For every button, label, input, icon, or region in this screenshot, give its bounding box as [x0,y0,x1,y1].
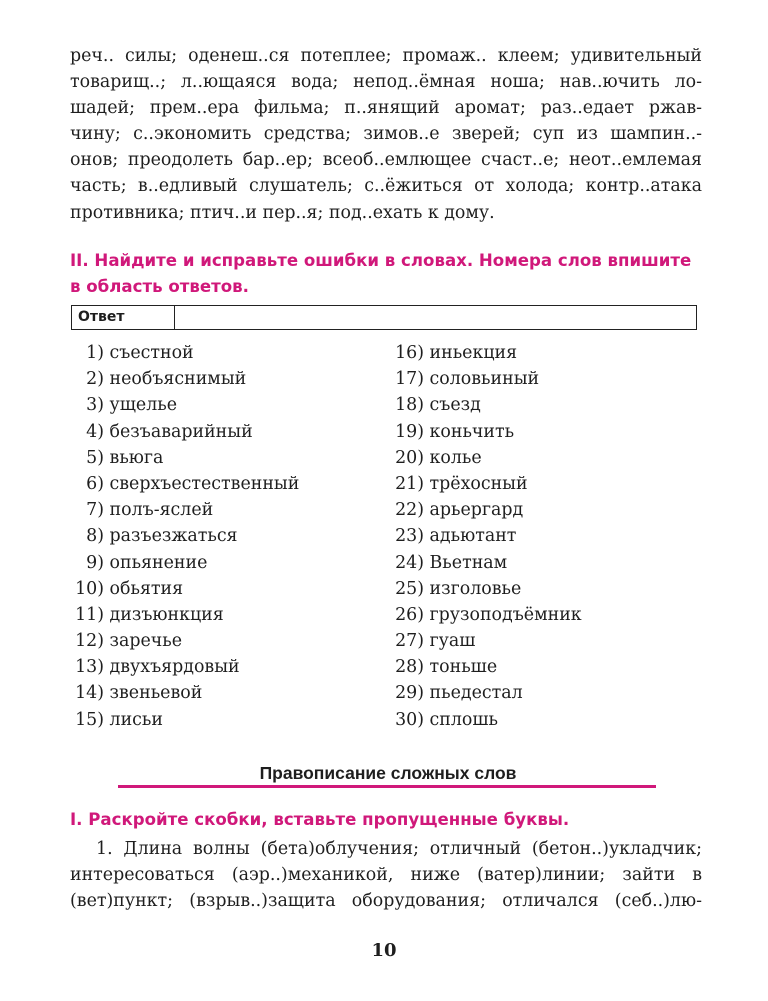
word-number: 5) [86,447,104,468]
word-number: 17) [395,369,424,390]
word-item [66,340,299,366]
word-text: адьютант [429,526,517,547]
word-number: 15) [75,709,104,730]
word-text: соловьиный [429,369,540,390]
task-1-heading: I. Раскройте скобки, вставьте пропущенные буквы. [70,810,570,829]
word-text: лисьи [109,709,163,730]
word-number: 20) [395,447,424,468]
word-text: двухъярдовый [109,657,240,678]
word-text: гуаш [429,631,476,652]
word-number: 4) [86,421,104,442]
word-text: разъезжаться [109,526,238,547]
word-number: 14) [75,683,104,704]
page-number: 10 [371,940,397,961]
word-item [66,392,299,418]
word-number: 8) [86,526,104,547]
word-item [66,654,299,680]
word-text: дизъюнкция [109,604,224,625]
word-text: грузоподъёмник [429,604,582,625]
word-number: 11) [75,604,104,625]
word-number: 16) [395,343,424,363]
word-item [386,576,582,602]
word-item [386,366,582,392]
word-number: 10) [75,578,104,599]
word-number: 22) [395,500,424,521]
exercise-line: (вет)пункт; (взрыв..)защита оборудования; отличался (себ..)лю- [70,891,702,912]
word-item [66,497,299,523]
word-item [386,550,582,576]
word-text: съезд [429,395,481,416]
word-text: арьергард [429,500,524,521]
word-number: 23) [395,526,424,547]
word-text: безъаварийный [109,421,253,442]
paragraph-line: противника; птич..и пер..я; под..ехать к дому. [70,202,495,223]
word-number: 18) [395,395,424,416]
word-text: сверхъестественный [109,473,300,494]
task-2-heading-line: в область ответов. [70,277,249,296]
paragraph-line: часть; в..едливый слушатель; с..ёжиться от холода; контр..атака [70,176,702,197]
task-2-heading [70,248,710,300]
word-number: 24) [395,552,424,573]
word-item [66,419,299,445]
word-number: 1) [86,343,104,363]
word-item [66,523,299,549]
word-text: тоньше [429,657,498,678]
word-item [386,602,582,628]
word-list-right [386,340,582,733]
word-number: 9) [86,552,104,573]
word-number: 3) [86,395,104,416]
word-number: 29) [395,683,424,704]
word-number: 27) [395,631,424,652]
word-item [386,445,582,471]
word-item [386,628,582,654]
task-2-heading-line: II. Найдите и исправьте ошибки в словах. Номера слов впишите [70,251,692,270]
answer-field[interactable] [175,306,696,329]
paragraph-line: онов; преодолеть бар..ер; всеоб..емлющее счаст..е; неот..емлемая [70,150,702,171]
word-text: опьянение [109,552,208,573]
word-text: съестной [109,343,194,363]
word-number: 12) [75,631,104,652]
word-item [386,654,582,680]
word-item [386,680,582,706]
paragraph-line: шадей; прем..ера фильма; п..янящий аромат; раз..едает ржав- [70,98,702,119]
exercise-line: интересоваться (аэр..)механикой, ниже (ватер)линии; зайти в [70,865,702,886]
word-item [66,680,299,706]
word-text: заречье [109,631,183,652]
word-text: Вьетнам [429,552,508,573]
word-item [66,602,299,628]
word-text: обьятия [109,578,184,599]
word-text: звеньевой [109,683,203,704]
word-number: 7) [86,500,104,521]
word-item [66,628,299,654]
word-text: сплошь [429,709,499,730]
word-item [66,550,299,576]
word-item [66,471,299,497]
answer-box [71,305,697,330]
word-text: ущелье [109,395,178,416]
word-number: 28) [395,657,424,678]
section-title: Правописание сложных слов [259,763,517,783]
paragraph-line: товарищ..; л..ющаяся вода; непод..ёмная ноша; нав..ючить ло- [70,72,702,93]
word-item [66,576,299,602]
word-text: изголовье [429,578,522,599]
word-text: иньекция [429,343,518,363]
word-item [386,523,582,549]
word-item [66,366,299,392]
word-text: полъ-яслей [109,500,214,521]
word-item [386,392,582,418]
word-number: 25) [395,578,424,599]
word-number: 26) [395,604,424,625]
word-number: 13) [75,657,104,678]
word-number: 19) [395,421,424,442]
word-item [386,497,582,523]
section-divider [118,785,656,788]
word-text: коньчить [429,421,515,442]
word-item [386,471,582,497]
word-text: колье [429,447,482,468]
word-item [66,445,299,471]
word-list-left [66,340,299,733]
word-number: 2) [86,369,104,390]
top-paragraph [70,43,702,226]
word-text: пьедестал [429,683,523,704]
paragraph-line: чину; с..экономить средства; зимов..е зверей; суп из шампин..- [70,124,702,145]
word-item [386,419,582,445]
word-text: трёхосный [429,473,528,494]
word-text: необъяснимый [109,369,247,390]
answer-label: Ответ [72,306,175,329]
word-number: 21) [395,473,424,494]
word-item [386,707,582,733]
word-text: вьюга [109,447,164,468]
word-number: 30) [395,709,424,730]
word-item [66,707,299,733]
word-number: 6) [86,473,104,494]
exercise-paragraph [70,836,702,914]
exercise-line: 1. Длина волны (бета)облучения; отличный (бетон..)укладчик; [96,839,702,859]
word-item [386,340,582,366]
paragraph-line: реч.. силы; оденеш..ся потеплее; промаж.. клеем; удивительный [70,46,702,66]
